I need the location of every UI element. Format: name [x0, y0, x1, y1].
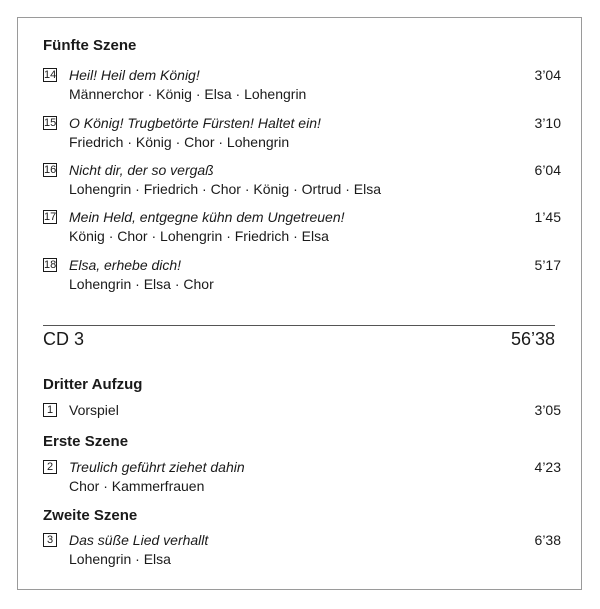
cd-total-duration: 56’38: [510, 329, 555, 349]
track-duration: 3’04: [534, 67, 561, 83]
track-number: 16: [44, 164, 57, 176]
cd-divider: [43, 325, 555, 326]
scene-heading-fuenfte-szene: Fünfte Szene: [43, 37, 137, 54]
track-title: Nicht dir, der so vergaß: [69, 162, 214, 178]
page-frame: [17, 17, 582, 590]
track-title: O König! Trugbetörte Fürsten! Haltet ein!: [69, 115, 321, 131]
track-duration: 1’45: [534, 209, 561, 225]
track-singers: Lohengrin · Elsa: [69, 551, 171, 567]
scene-heading-erste-szene: Erste Szene: [43, 433, 129, 450]
track-title: Das süße Lied verhallt: [69, 532, 209, 548]
scene-heading-zweite-szene: Zweite Szene: [43, 507, 138, 524]
track-number: 14: [44, 69, 57, 81]
track-singers: König · Chor · Lohengrin · Friedrich · Elsa: [69, 228, 329, 244]
track-singers: Friedrich · König · Chor · Lohengrin: [69, 134, 290, 150]
track-duration: 4’23: [534, 459, 561, 475]
track-number: 18: [44, 259, 57, 271]
track-title: Vorspiel: [69, 402, 119, 418]
track-number: 15: [44, 117, 57, 129]
track-title: Elsa, erhebe dich!: [69, 257, 182, 273]
track-number: 3: [43, 533, 57, 547]
track-singers: Lohengrin · Elsa · Chor: [69, 276, 214, 292]
track-title: Treulich geführt ziehet dahin: [69, 459, 245, 475]
track-singers: Männerchor · König · Elsa · Lohengrin: [69, 86, 307, 102]
track-singers: Chor · Kammerfrauen: [69, 478, 205, 494]
track-duration: 3’10: [534, 115, 561, 131]
cd-title: CD 3: [43, 329, 85, 349]
track-singers: Lohengrin · Friedrich · Chor · König · Ortrud · Elsa: [69, 181, 381, 197]
track-title: Heil! Heil dem König!: [69, 67, 200, 83]
act-heading-dritter-aufzug: Dritter Aufzug: [43, 376, 143, 393]
track-duration: 5’17: [534, 257, 561, 273]
track-number: 2: [43, 460, 57, 474]
track-duration: 3’05: [534, 402, 561, 418]
track-title: Mein Held, entgegne kühn dem Ungetreuen!: [69, 209, 345, 225]
track-duration: 6’04: [534, 162, 561, 178]
track-duration: 6’38: [534, 532, 561, 548]
track-number: 1: [43, 403, 57, 417]
track-number: 17: [44, 211, 57, 223]
